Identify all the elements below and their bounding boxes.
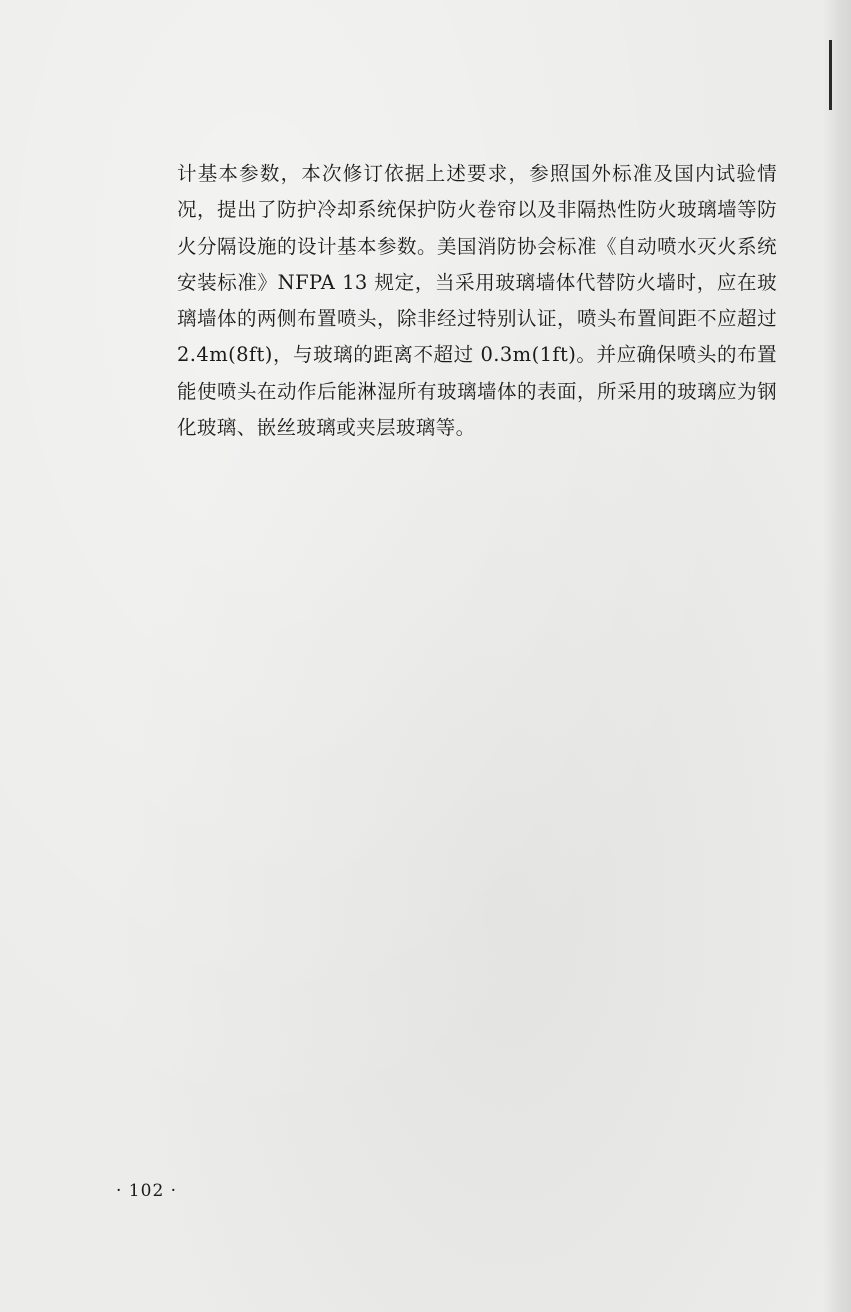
- body-paragraph: 计基本参数，本次修订依据上述要求，参照国外标准及国内试验情况，提出了防护冷却系统保护防火卷帘以及非隔热性防火玻璃墙等防火分隔设施的设计基本参数。美国消防协会标准《自动喷水灭火系统安装标准》NFPA 13 规定，当采用玻璃墙体代替防火墙时，应在玻璃墙体的两侧布置喷头，除非经过特别认证，喷头布置间距不应超过 2.4m(8ft)，与玻璃的距离不超过 0.3m(1ft)。并应确保喷头的布置能使喷头在动作后能淋湿所有玻璃墙体的表面，所采用的玻璃应为钢化玻璃、嵌丝玻璃或夹层玻璃等。: [177, 162, 777, 440]
- binding-mark: [829, 40, 832, 110]
- page-edge-shadow: [823, 0, 851, 1312]
- page-number: · 102 ·: [116, 1181, 178, 1201]
